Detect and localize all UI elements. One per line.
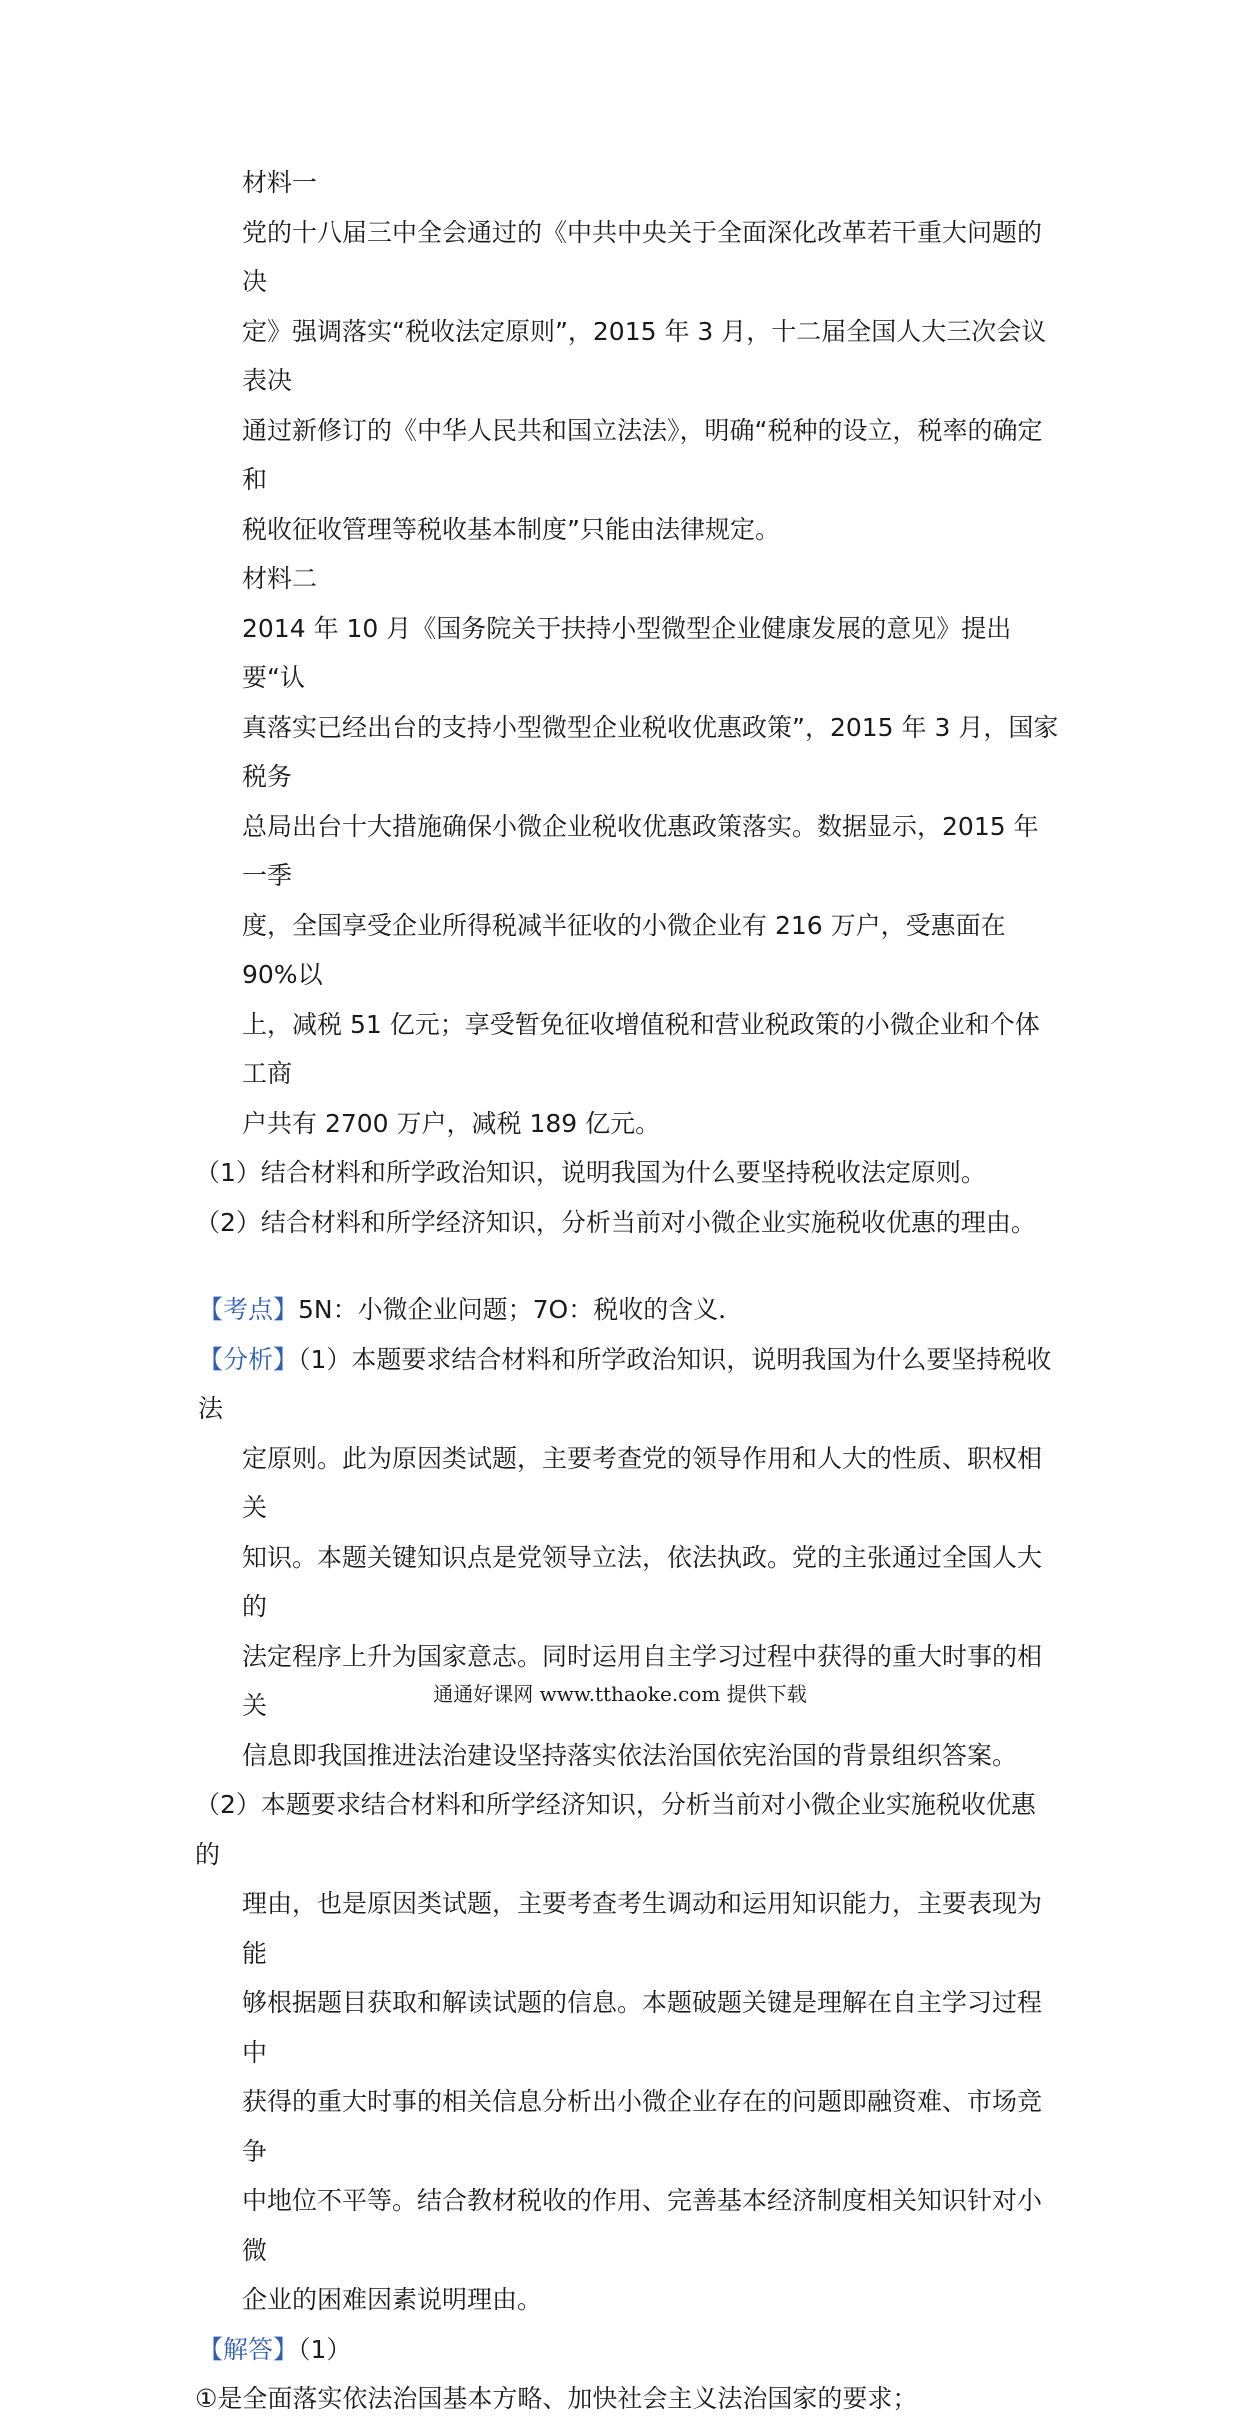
material1-line: 党的十八届三中全会通过的《中共中央关于全面深化改革若干重大问题的决 [242, 217, 1043, 296]
jieda-item-1: ①是全面落实依法治国基本方略、加快社会主义法治国家的要求； [195, 2384, 918, 2413]
fenxi-line: 法定程序上升为国家意志。同时运用自主学习过程中获得的重大时事的相关 [242, 1641, 1043, 1720]
material2-line: 2014 年 10 月《国务院关于扶持小型微型企业健康发展的意见》提出要“认 [242, 613, 1012, 692]
material2-title: 材料二 [242, 564, 318, 593]
fenxi-line: 获得的重大时事的相关信息分析出小微企业存在的问题即融资难、市场竞争 [242, 2087, 1043, 2166]
material2-body [242, 604, 1060, 1149]
fenxi-tag: 【分析】 [198, 1344, 299, 1374]
material2-line: 总局出台十大措施确保小微企业税收优惠政策落实。数据显示，2015 年一季 [242, 811, 1039, 890]
material2-line: 度，全国享受企业所得税减半征收的小微企业有 216 万户，受惠面在 90%以 [242, 910, 1006, 989]
fenxi-line: 中地位不平等。结合教材税收的作用、完善基本经济制度相关知识针对小微 [242, 2186, 1043, 2265]
fenxi-part2-first: （2）本题要求结合材料和所学经济知识，分析当前对小微企业实施税收优惠的 [195, 1790, 1036, 1869]
jieda-row [198, 2325, 1060, 2375]
kaodian-row [198, 1285, 1060, 1335]
page-footer: 通通好课网 www.tthaoke.com 提供下载 [433, 1682, 807, 1706]
fenxi-line: 理由，也是原因类试题，主要考查考生调动和运用知识能力，主要表现为能 [242, 1889, 1043, 1968]
document-body [195, 158, 1060, 2424]
fenxi-line: 定原则。此为原因类试题，主要考查党的领导作用和人大的性质、职权相关 [242, 1443, 1043, 1522]
fenxi-line: 知识。本题关键知识点是党领导立法，依法执政。党的主张通过全国人大的 [242, 1542, 1043, 1621]
fenxi-part2-body [242, 1879, 1060, 2325]
fenxi-part1-first: （1）本题要求结合材料和所学政治知识，说明我国为什么要坚持税收法 [198, 1344, 1052, 1423]
material2-line: 上，减税 51 亿元；享受暂免征收增值税和营业税政策的小微企业和个体工商 [242, 1009, 1040, 1088]
fenxi-row [198, 1335, 1060, 1434]
material1-line: 定》强调落实“税收法定原则”，2015 年 3 月，十二届全国人大三次会议表决 [242, 316, 1047, 395]
question-1: （1）结合材料和所学政治知识，说明我国为什么要坚持税收法定原则。 [195, 1158, 986, 1187]
material1-body [242, 208, 1060, 555]
material1-line: 税收征收管理等税收基本制度”只能由法律规定。 [242, 514, 780, 544]
material1-line: 通过新修订的《中华人民共和国立法法》，明确“税种的设立，税率的确定和 [242, 415, 1043, 494]
kaodian-tag: 【考点】 [198, 1295, 299, 1324]
fenxi-line: 够根据题目获取和解读试题的信息。本题破题关键是理解在自主学习过程中 [242, 1988, 1043, 2067]
jieda-text: （1） [298, 2334, 352, 2364]
fenxi-line: 信息即我国推进法治建设坚持落实依法治国依宪治国的背景组织答案。 [242, 1740, 1018, 1770]
material2-line: 户共有 2700 万户，减税 189 亿元。 [242, 1108, 661, 1138]
material2-line: 真落实已经出台的支持小型微型企业税收优惠政策”，2015 年 3 月，国家税务 [242, 712, 1059, 791]
kaodian-text: 5N：小微企业问题；7O：税收的含义． [298, 1295, 744, 1324]
fenxi-part1-body [242, 1434, 1060, 1781]
fenxi-line: 企业的困难因素说明理由。 [242, 2285, 543, 2314]
material1-title: 材料一 [242, 168, 318, 197]
question-2: （2）结合材料和所学经济知识，分析当前对小微企业实施税收优惠的理由。 [195, 1207, 1036, 1237]
jieda-tag: 【解答】 [198, 2334, 299, 2364]
